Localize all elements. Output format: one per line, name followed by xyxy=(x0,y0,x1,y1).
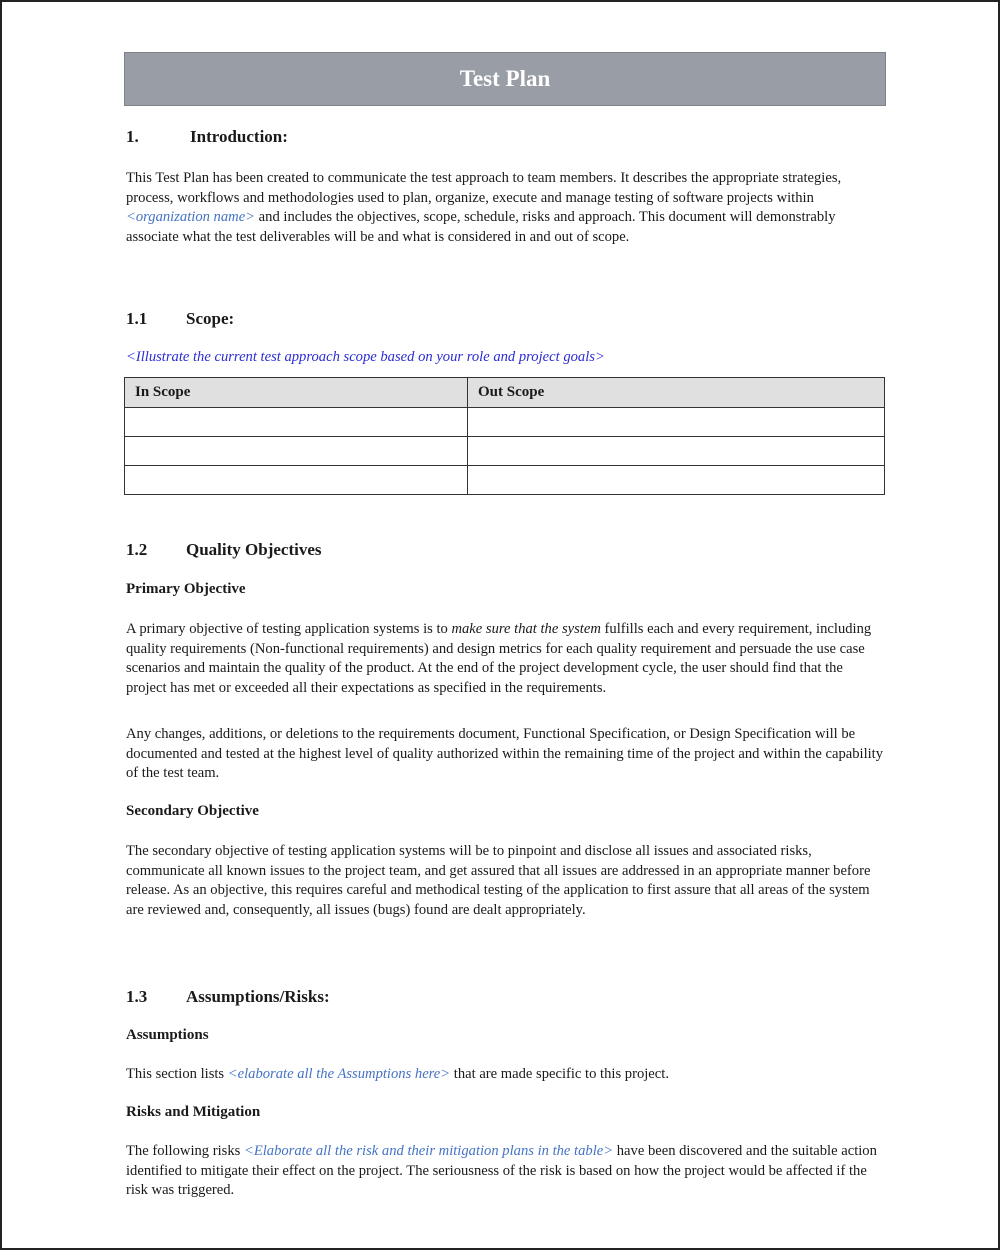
section-title: Scope: xyxy=(186,309,235,328)
scope-table xyxy=(124,377,885,495)
section-number: 1.3 xyxy=(126,987,148,1006)
document-title: Test Plan xyxy=(459,66,551,91)
out-scope-header: Out Scope xyxy=(468,378,885,408)
out-scope-cell[interactable] xyxy=(468,437,885,466)
document-title-bar xyxy=(124,52,886,106)
section-title: Assumptions/Risks: xyxy=(186,987,330,1006)
in-scope-cell[interactable] xyxy=(125,466,468,495)
primary-objective-paragraph xyxy=(126,620,886,698)
section-number: 1.2 xyxy=(126,540,148,559)
table-header-row xyxy=(125,378,885,408)
secondary-objective-heading: Secondary Objective xyxy=(126,803,259,819)
text: This section lists xyxy=(126,1066,228,1082)
section-heading-scope xyxy=(126,309,234,329)
introduction-paragraph xyxy=(126,169,886,247)
secondary-objective-paragraph: The secondary objective of testing application systems will be to pinpoint and disclose all issues and associated risks, communicate all known issues to the project team, and get assured that all issues are addressed in an appropriate manner before release. As an objective, this requires careful and methodical testing of the application to first assure that all areas of the system are reviewed and, consequently, all issues (bugs) found are dealt appropriately. xyxy=(126,843,871,918)
text: This Test Plan has been created to communicate the test approach to team members. It describes the appropriate strategies, process, workflows and methodologies used to plan, organize, execute and manage testing of software projects within xyxy=(126,170,842,206)
text: that are made specific to this project. xyxy=(450,1066,669,1082)
section-title: Quality Objectives xyxy=(186,540,322,559)
section-heading-quality-objectives xyxy=(126,540,322,560)
text: A primary objective of testing application systems is to xyxy=(126,621,452,637)
assumptions-heading: Assumptions xyxy=(126,1027,209,1043)
table-row xyxy=(125,408,885,437)
section-heading-assumptions-risks xyxy=(126,987,330,1007)
table-row xyxy=(125,466,885,495)
in-scope-header: In Scope xyxy=(125,378,468,408)
primary-objective-heading: Primary Objective xyxy=(126,581,246,597)
out-scope-cell[interactable] xyxy=(468,466,885,495)
emphasis-text: make sure that the system xyxy=(451,621,601,637)
out-scope-cell[interactable] xyxy=(468,408,885,437)
risks-placeholder[interactable]: <Elaborate all the risk and their mitigation plans in the table> xyxy=(243,1143,614,1159)
assumptions-paragraph xyxy=(126,1065,886,1085)
text: have been discovered and the suitable action identified to mitigate their effect on the project. The seriousness of the risk is based on how the project would be affected if the risk was triggered. xyxy=(126,1143,877,1199)
risks-paragraph xyxy=(126,1142,886,1201)
text: The following risks xyxy=(126,1143,244,1159)
section-number: 1. xyxy=(126,127,139,146)
text: fulfills each and every requirement, including quality requirements (Non-functional requirements) and design metrics for each quality requirement and persuade the use case scenarios and maintain the quality of the product. At the end of the project development cycle, the user should find that the project has met or exceeded all their expectations as specified in the requirements. xyxy=(126,621,872,696)
risks-mitigation-heading: Risks and Mitigation xyxy=(126,1104,261,1120)
section-title: Introduction: xyxy=(190,127,288,146)
assumptions-placeholder[interactable]: <elaborate all the Assumptions here> xyxy=(227,1066,451,1082)
in-scope-cell[interactable] xyxy=(125,408,468,437)
scope-guidance-placeholder[interactable]: <Illustrate the current test approach scope based on your role and project goals> xyxy=(126,349,605,365)
table-row xyxy=(125,437,885,466)
section-heading-introduction xyxy=(126,127,288,147)
organization-name-placeholder[interactable]: <organization name> xyxy=(126,209,256,226)
requirements-change-paragraph: Any changes, additions, or deletions to the requirements document, Functional Specification, or Design Specification will be documented and tested at the highest level of quality authorized within the remaining time of the project and within the capability of the test team. xyxy=(126,726,884,782)
section-number: 1.1 xyxy=(126,309,148,328)
text: and includes the objectives, scope, schedule, risks and approach. This document will demonstrably associate what the test deliverables will be and what is considered in and out of scope. xyxy=(126,209,836,245)
in-scope-cell[interactable] xyxy=(125,437,468,466)
